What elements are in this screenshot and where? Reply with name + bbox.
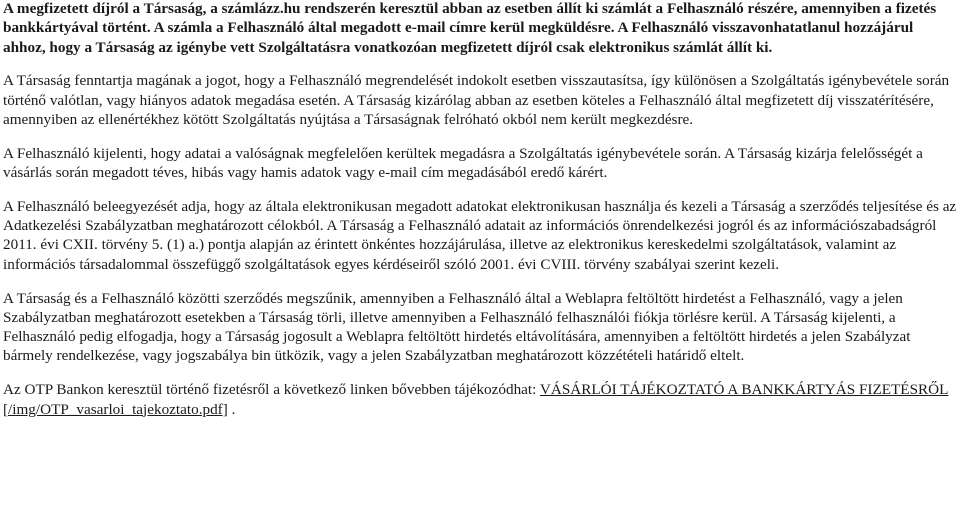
paragraph-contract-termination: A Társaság és a Felhasználó közötti szerződés megszűnik, amennyiben a Felhasználó által a Weblapra feltöltött hirdetést a Felhasználó, vagy a jelen Szabályzatban meghatározott esetekben a Társaság törli, illetve amennyiben a Felhasználó felhasználói fiókja törlésre kerül. A Társaság kijelenti, a Felhasználó pedig elfogadja, hogy a Társaság jogosult a Weblapra feltöltött hirdetés eltávolítására, amennyiben a feltöltött hirdetés a jelen Szabályzat bármely rendelkezése, vagy jogszabálya bin ütközik, vagy a jelen Szabályzatban meghatározott közzétételi határidő eltelt.	[3, 289, 911, 365]
paragraph-invoice: A megfizetett díjról a Társaság, a számlázz.hu rendszerén keresztül abban az esetben állít ki számlát a Felhasználó részére, amennyiben a fizetés bankkártyával történt. A számla a Felhasználó által megadott e-mail címre kerül megküldésre. A Felhasználó visszavonhatatlanul hozzájárul ahhoz, hogy a Társaság az igénybe vett Szolgáltatásra vonatkozóan megfizetett díjról csak elektronikus számlát állít ki.	[3, 0, 937, 56]
otp-end-text: .	[227, 400, 236, 418]
paragraph-data-processing: A Felhasználó beleegyezését adja, hogy az általa elektronikusan megadott adatokat elektronikusan használja és kezeli a Társaság a szerződés teljesítése és az Adatkezelési Szabályzatban meghatározott célokból. A Társaság a Felhasználó adatait az információs önrendelkezési jogról és az információszabadságról 2011. évi CXII. törvény 5. (1) a.) pontja alapján az érintett önkéntes hozzájárulása, illetve az elektronikus kereskedelmi szolgáltatások, valamint az információs társadalommal összefüggő szolgáltatások egyes kérdéseiről szóló 2001. évi CVIII. törvény szabályai szerint kezeli.	[3, 197, 957, 273]
paragraph-otp-payment	[3, 380, 958, 419]
otp-info-link[interactable]: VÁSÁRLÓI TÁJÉKOZTATÓ A BANKKÁRTYÁS FIZETÉSRŐL [/img/OTP_vasarloi_tajekoztato.pdf]	[3, 381, 949, 418]
paragraph-data-accuracy: A Felhasználó kijelenti, hogy adatai a valóságnak megfelelően kerültek megadásra a Szolgáltatás igénybevétele során. A Társaság kizárja felelősségét a vásárlás során megadott téves, hibás vagy hamis adatok vagy e-mail cím megadásából eredő kárért.	[3, 144, 923, 182]
paragraph-order-refusal: A Társaság fenntartja magának a jogot, hogy a Felhasználó megrendelését indokolt esetben visszautasítsa, így különösen a Szolgáltatás igénybevétele során történő valótlan, vagy hiányos adatok megadása esetén. A Társaság kizárólag abban az esetben köteles a Felhasználó által megfizetett díj visszatérítésére, amennyiben az ellenértékhez kötött Szolgáltatás nyújtása a Társaságnak felróható okból nem került megkezdésre.	[3, 72, 950, 128]
document-body	[3, 0, 958, 433]
otp-intro-text: Az OTP Bankon keresztül történő fizetésről a következő linken bővebben tájékozódhat:	[3, 381, 540, 399]
